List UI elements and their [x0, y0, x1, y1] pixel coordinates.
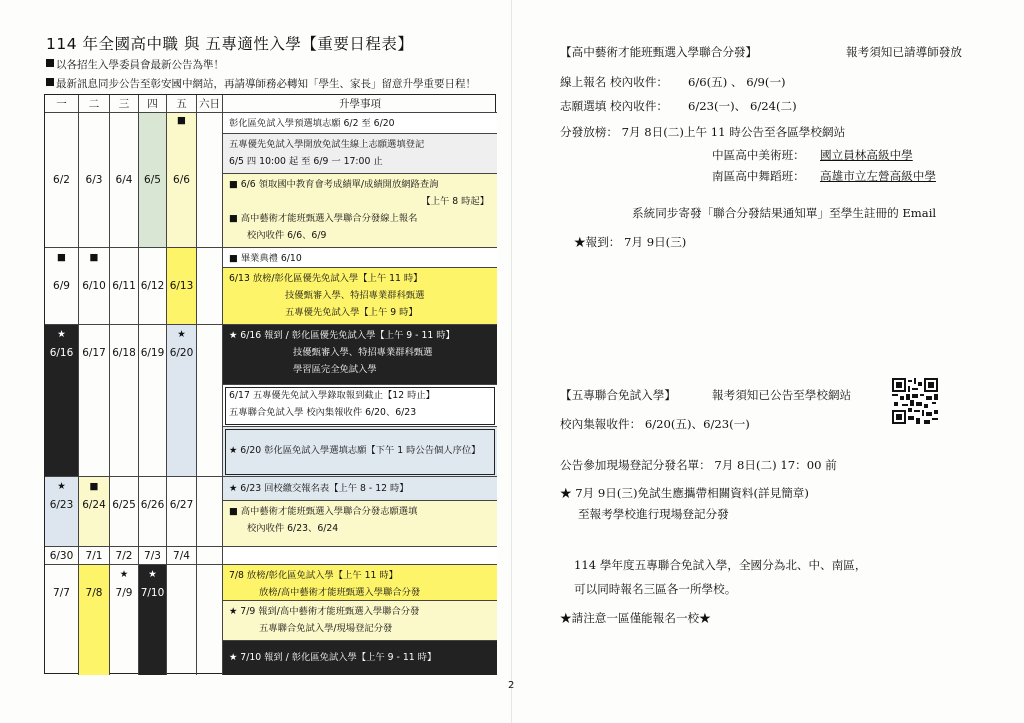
header-mon: 一: [45, 95, 79, 113]
day-cell: [45, 477, 79, 547]
date-label: 7/4: [173, 549, 190, 562]
note-website: 最新訊息同步公告至彰安國中網站，再請導師務必轉知「學生、家長」留意升學重要日程！: [46, 76, 476, 91]
day-cell: [167, 325, 197, 477]
day-cell: [139, 565, 167, 675]
art-choice-dates: 6/23(一)、 6/24(二): [688, 99, 797, 113]
day-cell: [139, 113, 167, 248]
junior-warning: ★請注意一區僅能報名一校★: [560, 611, 711, 625]
schedule-table: [44, 94, 496, 674]
page-title: 114 年全國高中職 與 五專適性入學【重要日程表】: [46, 35, 414, 53]
date-label: 7/3: [144, 549, 161, 562]
event-row: 6/17 五專優先免試入學錄取報到截止【12 時止】 五專聯合免試入學 校內集報收件 6/20、6/23: [223, 385, 497, 427]
date-label: 7/1: [85, 549, 103, 562]
date-label: 6/5: [144, 174, 161, 186]
day-cell: [45, 248, 79, 325]
day-cell: [167, 248, 197, 325]
date-label: 7/9: [115, 587, 133, 599]
day-cell: [167, 477, 197, 547]
art-south-label: 南區高中舞蹈班：: [712, 169, 805, 183]
date-label: 6/4: [115, 174, 133, 186]
date-label: 6/24: [82, 499, 106, 511]
art-south-school: 高雄市立左營高級中學: [820, 169, 936, 183]
art-online-dates: 6/6(五) 、 6/9(一): [688, 75, 786, 89]
day-cell: [139, 248, 167, 325]
day-cell: [79, 325, 110, 477]
day-cell: [139, 547, 167, 565]
day-cell: [167, 547, 197, 565]
day-cell: [167, 113, 197, 248]
star-marker-icon: ★: [57, 481, 66, 492]
art-central-school: 國立員林高級中學: [820, 148, 913, 162]
day-cell: [45, 325, 79, 477]
day-cell: [110, 325, 139, 477]
day-cell: [79, 547, 110, 565]
event-row: ■ 畢業典禮 6/10: [223, 248, 497, 268]
weekend-cell: [197, 565, 223, 675]
junior-regions-2: 可以同時報名三區各一所學校。: [574, 582, 737, 596]
junior-regions-1: 114 學年度五專聯合免試入學，全國分為北、中、南區，: [574, 558, 867, 572]
event-row: [223, 547, 497, 565]
date-label: 6/12: [140, 280, 165, 292]
event-row: 6/13 放榜/彰化區優先免試入學【上午 11 時】 技優甄審入學、特招專業群科甄選 五專優先免試入學【上午 9 時】: [223, 268, 497, 325]
page-number: 2: [508, 680, 515, 691]
square-marker-icon: ■: [89, 481, 99, 492]
square-marker-icon: ■: [177, 115, 186, 126]
day-cell: [45, 565, 79, 675]
art-online-label: 線上報名 校內收件：: [560, 75, 669, 89]
date-label: 7/8: [85, 587, 103, 599]
square-bullet-icon: [46, 59, 54, 67]
header-tue: 二: [79, 95, 110, 113]
junior-bring-2: 至報考學校進行現場登記分發: [578, 507, 729, 521]
art-mail: 系統同步寄發「聯合分發結果通知單」至學生註冊的 Email: [632, 206, 937, 220]
event-row: ★ 6/20 彰化區免試入學選填志願【下午 1 時公告個人序位】: [223, 427, 497, 477]
event-row: ★ 6/23 回校繳交報名表【上午 8 - 12 時】: [223, 477, 497, 501]
event-row: 7/8 放榜/彰化區免試入學【上午 11 時】 放榜/高中藝術才能班甄選入學聯合分發: [223, 565, 497, 601]
header-weekend: 六日: [197, 95, 223, 113]
date-label: 6/13: [169, 280, 194, 292]
date-label: 6/11: [112, 280, 136, 292]
date-label: 6/30: [49, 549, 74, 562]
art-notice: 報考須知已請導師發放: [846, 45, 962, 59]
day-cell: [110, 477, 139, 547]
art-report: ★報到： 7月 9日(三): [574, 235, 687, 249]
header-thu: 四: [139, 95, 167, 113]
date-label: 6/6: [173, 174, 190, 186]
date-label: 6/17: [82, 347, 106, 359]
date-label: 6/16: [49, 347, 74, 359]
date-label: 6/19: [140, 347, 165, 359]
art-choice-label: 志願選填 校內收件：: [560, 99, 669, 113]
day-cell: [167, 565, 197, 675]
event-row: ★ 7/9 報到/高中藝術才能班甄選入學聯合分發 五專聯合免試入學/現場登記分發: [223, 601, 497, 641]
event-row: ★ 7/10 報到 / 彰化區免試入學【上午 9 - 11 時】: [223, 641, 497, 675]
date-label: 6/18: [112, 347, 136, 359]
event-row: 五專優先免試入學開放免試生線上志願選填登記 6/5 四 10:00 起 至 6/9 一 17:00 止: [223, 134, 497, 174]
star-marker-icon: ★: [177, 329, 186, 340]
day-cell: [110, 565, 139, 675]
date-label: 7/7: [53, 587, 70, 599]
qr-code-icon[interactable]: [892, 378, 938, 424]
date-label: 6/25: [112, 499, 136, 511]
star-marker-icon: ★: [119, 569, 129, 580]
date-label: 6/3: [85, 174, 103, 186]
art-release: 分發放榜： 7月 8日(二)上午 11 時公告至各區學校網站: [560, 125, 846, 139]
weekend-cell: [197, 248, 223, 325]
junior-bring: ★ 7月 9日(三)免試生應攜帶相關資料(詳見簡章): [560, 486, 809, 500]
junior-collect: 校內集報收件： 6/20(五)、6/23(一): [560, 417, 750, 431]
date-label: 6/2: [53, 174, 70, 186]
weekend-cell: [197, 547, 223, 565]
weekend-cell: [197, 477, 223, 547]
event-row: ■ 高中藝術才能班甄選入學聯合分發志願選填 校內收件 6/23、6/24: [223, 501, 497, 547]
day-cell: [79, 248, 110, 325]
date-label: 6/20: [169, 347, 194, 359]
day-cell: [139, 477, 167, 547]
event-row: ■ 6/6 領取國中教育會考成績單/成績開放網路查詢 【上午 8 時起】 ■ 高中藝術才能班甄選入學聯合分發線上報名 校內收件 6/6、6/9: [223, 174, 497, 248]
date-label: 6/10: [82, 280, 106, 292]
header-events: 升學事項: [223, 95, 497, 113]
header-fri: 五: [167, 95, 197, 113]
art-section-heading: 【高中藝術才能班甄選入學聯合分發】: [560, 45, 758, 59]
day-cell: [79, 113, 110, 248]
star-marker-icon: ★: [148, 569, 157, 580]
day-cell: [79, 565, 110, 675]
date-label: 6/27: [169, 499, 194, 511]
note-announcement: 以各招生入學委員會最新公告為準！: [46, 57, 224, 72]
day-cell: [110, 113, 139, 248]
date-label: 6/23: [49, 499, 74, 511]
square-marker-icon: ■: [57, 252, 66, 263]
day-cell: [45, 547, 79, 565]
day-cell: [110, 248, 139, 325]
day-cell: [139, 325, 167, 477]
event-row: ★ 6/16 報到 / 彰化區優先免試入學【上午 9 - 11 時】 技優甄審入學、特招專業群科甄選 學習區完全免試入學: [223, 325, 497, 385]
star-marker-icon: ★: [57, 329, 66, 340]
date-label: 7/10: [140, 587, 165, 599]
square-bullet-icon: [46, 78, 54, 86]
date-label: 6/9: [53, 280, 70, 292]
day-cell: [110, 547, 139, 565]
art-central-label: 中區高中美術班：: [712, 148, 805, 162]
junior-announce: 公告參加現場登記分發名單： 7月 8日(二) 17：00 前: [560, 458, 837, 472]
junior-notice: 報考須知已公告至學校網站: [712, 388, 852, 402]
day-cell: [79, 477, 110, 547]
square-marker-icon: ■: [89, 252, 99, 263]
day-cell: [45, 113, 79, 248]
header-wed: 三: [110, 95, 139, 113]
weekend-cell: [197, 113, 223, 248]
weekend-cell: [197, 325, 223, 477]
date-label: 6/26: [140, 499, 165, 511]
event-row: 彰化區免試入學預選填志願 6/2 至 6/20: [223, 113, 497, 134]
date-label: 7/2: [115, 549, 133, 562]
junior-section-heading: 【五專聯合免試入學】: [560, 388, 676, 402]
